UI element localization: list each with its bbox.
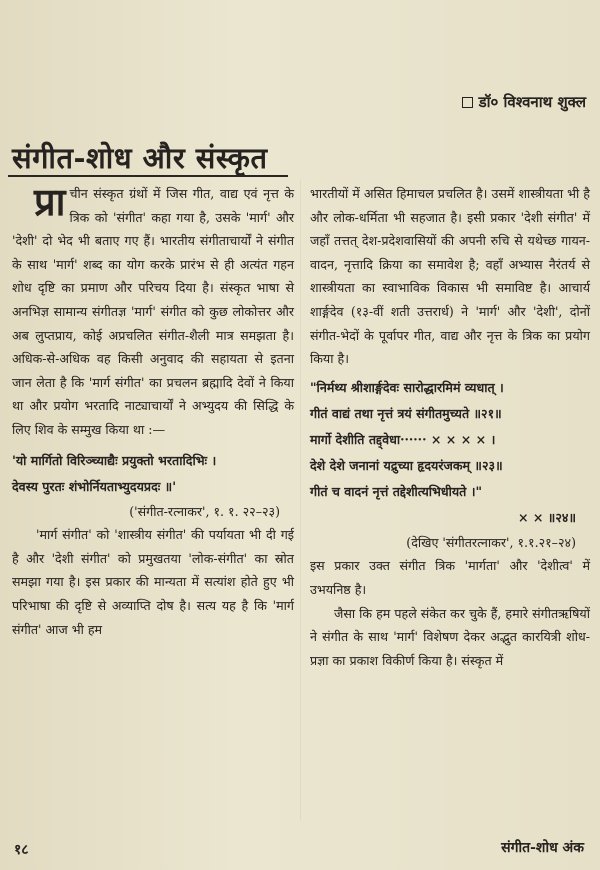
- left-para-1-text: चीन संस्कृत ग्रंथों में जिस गीत, वाद्य एवं नृत्त के त्रिक को 'संगीत' कहा गया है, उसके 'मार्ग' और 'देशी' दो भेद भी बताए गए हैं। भारतीय संगीताचार्यों ने संगीत के साथ 'मार्ग' शब्द का योग करके प्रारंभ से ही अत्यंत गहन शोध दृष्टि का प्रमाण और परिचय दिया है। संस्कृत भाषा से अनभिज्ञ सामान्य संगीतज्ञ 'मार्ग' संगीत को कुछ लोकोत्तर और अब लुप्तप्राय, कोई अप्रचलित संगीत-शैली मात्र समझता है। अधिक-से-अधिक वह किसी अनुवाद की सहायता से इतना जान लेता है कि 'मार्ग संगीत' का प्रचलन ब्रह्मादि देवों ने किया था और प्रयोग भरतादि नाट्याचार्यों ने अभ्युदय की सिद्धि के लिए शिव के सम्मुख किया था :—: [12, 186, 294, 437]
- sanskrit-verse-line: गीतं च वादनं नृत्तं तद्देशीत्यभिधीयते ।": [310, 483, 483, 499]
- verse-number: × × ॥२४॥: [517, 509, 576, 525]
- citation: ('संगीत-रत्नाकर', १. १. २२–२३): [129, 503, 280, 519]
- square-bullet-icon: [462, 97, 473, 108]
- citation: (देखिए 'संगीतरत्नाकर', १.१.२१–२४): [406, 534, 576, 550]
- right-para-1: भारतीयों में असित हिमाचल प्रचलित है। उसमें शास्त्रीयता भी है और लोक-धर्मिता भी सहजात है। इसी प्रकार 'देशी संगीत' में जहाँ तत्तत् देश-प्रदेशवासियों की अपनी रुचि से यथेच्छ गायन-वादन, नृत्तादि क्रिया का समावेश है; वहाँ अभ्यास नैरंतर्य से शास्त्रीयता का स्वाभाविक विकास भी समाविष्ट है। आचार्य शार्ङ्गदेव (१३-वीं शती उत्तरार्ध) ने 'मार्ग' और 'देशी', दोनों संगीत-भेदों के पूर्वापर गीत, वाद्य और नृत्त के त्रिक का प्रयोग किया है।: [310, 186, 590, 367]
- author-byline: [462, 92, 586, 112]
- sanskrit-verse-line: देशे देशे जनानां यद्रुच्या हृदयरंजकम् ॥२३॥: [310, 457, 503, 473]
- column-gutter: [300, 180, 301, 820]
- page-number: १८: [14, 842, 29, 858]
- section-name: संगीत-शोध अंक: [501, 840, 584, 856]
- drop-cap: प्रा: [34, 179, 66, 224]
- right-column: [310, 182, 590, 672]
- title-underline: [8, 175, 288, 177]
- left-column: [12, 179, 294, 641]
- author-name: डॉ० विश्वनाथ शुक्ल: [478, 93, 586, 111]
- article-title: संगीत-शोध और संस्कृत: [12, 141, 268, 175]
- sanskrit-verse-line: देवस्य पुरतः शंभोर्नियताभ्युदयप्रदः ॥': [12, 478, 177, 494]
- sanskrit-verse-line: "निर्मथ्य श्रीशार्ङ्गदेवः सारोद्धारमिमं व्यधात् ।: [310, 379, 504, 395]
- right-para-3: जैसा कि हम पहले संकेत कर चुके हैं, हमारे संगीतऋषियों ने संगीत के साथ 'मार्ग' विशेषण देकर अद्भुत कारयित्री शोध-प्रज्ञा का प्रकाश विकीर्ण किया है। संस्कृत में: [310, 605, 590, 668]
- right-para-2: इस प्रकार उक्त संगीत त्रिक 'मार्गता' और 'देशीत्व' में उभयनिष्ठ है।: [310, 558, 590, 597]
- sanskrit-verse-line: 'यो मार्गितो विरिञ्च्याद्यैः प्रयुक्तो भरतादिभिः ।: [12, 452, 217, 468]
- left-para-1: [12, 179, 294, 442]
- sanskrit-verse-line: मार्गो देशीति तद्द्वेधा······ × × × × ।: [310, 431, 496, 447]
- sanskrit-verse-line: गीतं वाद्यं तथा नृत्तं त्रयं संगीतमुच्यते ॥२१॥: [310, 405, 502, 421]
- left-para-2: 'मार्ग संगीत' को 'शास्त्रीय संगीत' की पर्यायता भी दी गई है और 'देशी संगीत' को प्रमुखतया 'लोक-संगीत' का स्रोत समझा गया है। इस प्रकार की मान्यता में सत्यांश होते हुए भी परिभाषा की दृष्टि से अव्याप्ति दोष है। सत्य यह है कि 'मार्ग संगीत' आज भी हम: [12, 527, 294, 637]
